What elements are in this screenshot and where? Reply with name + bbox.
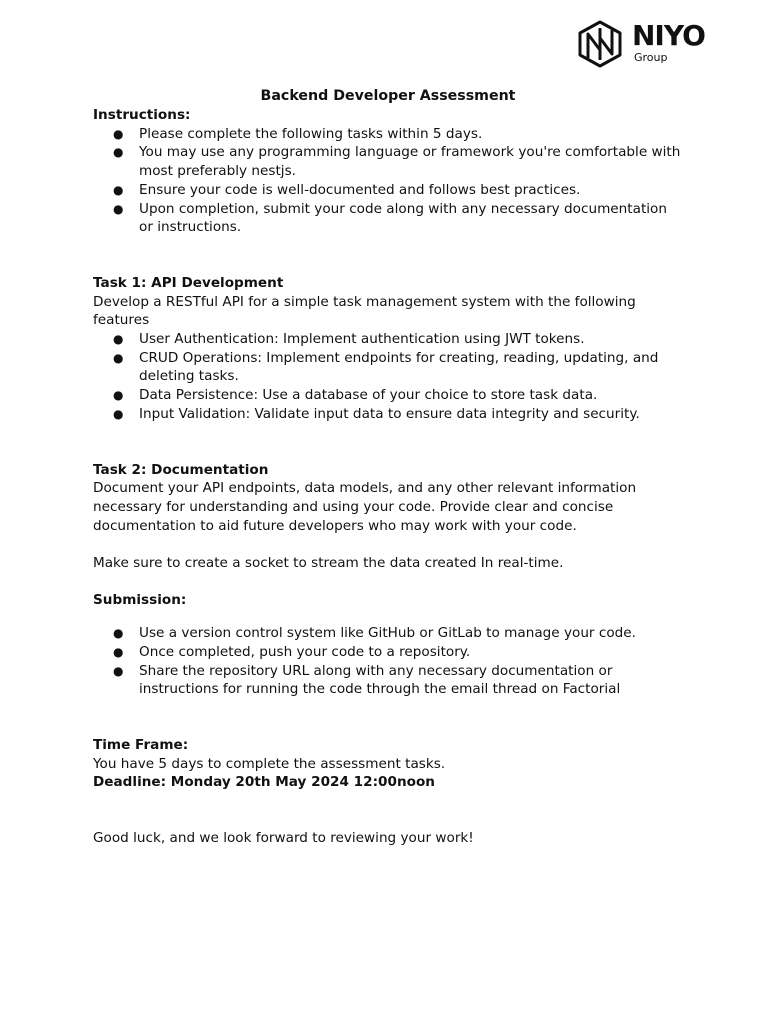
bullet-icon: ● (113, 663, 124, 678)
submission-list (93, 624, 683, 699)
bullet-icon: ● (113, 201, 124, 216)
logo-brand: NIYO (632, 19, 705, 52)
bullet-icon: ● (113, 182, 124, 197)
list-item: ● Use a version control system like GitHub or GitLab to manage your code. (113, 625, 636, 642)
task1-list (93, 330, 683, 424)
list-item: ● Input Validation: Validate input data to ensure data integrity and security. (113, 405, 640, 422)
list-item: ● User Authentication: Implement authentication using JWT tokens. (113, 331, 585, 348)
list-item: ● Share the repository URL along with any necessary documentation or instructions for running the code through the email thread on Factorial (113, 662, 621, 698)
page-title: Backend Developer Assessment (260, 88, 516, 104)
bullet-icon: ● (113, 644, 124, 659)
bullet-icon: ● (113, 626, 124, 641)
list-item: ● Ensure your code is well-documented and follows best practices. (113, 181, 581, 198)
timeframe-heading: Time Frame: (93, 736, 189, 753)
logo-sub: Group (634, 51, 668, 64)
list-item: ● Data Persistence: Use a database of your choice to store task data. (113, 387, 598, 404)
niyo-logo (576, 20, 705, 68)
timeframe-body: You have 5 days to complete the assessment tasks. (93, 755, 446, 772)
bullet-icon: ● (113, 406, 124, 421)
closing-text: Good luck, and we look forward to reviewing your work! (93, 830, 474, 847)
task1-heading: Task 1: API Development (93, 274, 284, 291)
task1-intro: Develop a RESTful API for a simple task management system with the following features (93, 293, 636, 329)
socket-note: Make sure to create a socket to stream the data created In real-time. (93, 555, 564, 572)
bullet-icon: ● (113, 350, 124, 365)
bullet-icon: ● (113, 126, 124, 141)
task2-heading: Task 2: Documentation (93, 461, 269, 478)
bullet-icon: ● (113, 332, 124, 347)
instructions-heading: Instructions: (93, 107, 191, 123)
task2-body: Document your API endpoints, data models, and any other relevant information necessary for understanding and using your code. Provide clear and concise documentation to aid future developers who may work with your code. (93, 480, 637, 534)
list-item: ● Upon completion, submit your code along with any necessary documentation or instructions. (113, 200, 667, 236)
instructions-list (93, 125, 683, 237)
list-item: ● Once completed, push your code to a repository. (113, 643, 471, 660)
list-item: ● You may use any programming language or framework you're comfortable with most preferably nestjs. (113, 144, 681, 180)
bullet-icon: ● (113, 388, 124, 403)
bullet-icon: ● (113, 145, 124, 160)
niyo-logo-icon (576, 20, 624, 68)
document-body (93, 86, 683, 848)
list-item: ● Please complete the following tasks within 5 days. (113, 125, 483, 142)
list-item: ● CRUD Operations: Implement endpoints for creating, reading, updating, and deleting tasks. (113, 349, 659, 385)
deadline: Deadline: Monday 20th May 2024 12:00noon (93, 774, 435, 791)
submission-heading: Submission: (93, 592, 187, 609)
